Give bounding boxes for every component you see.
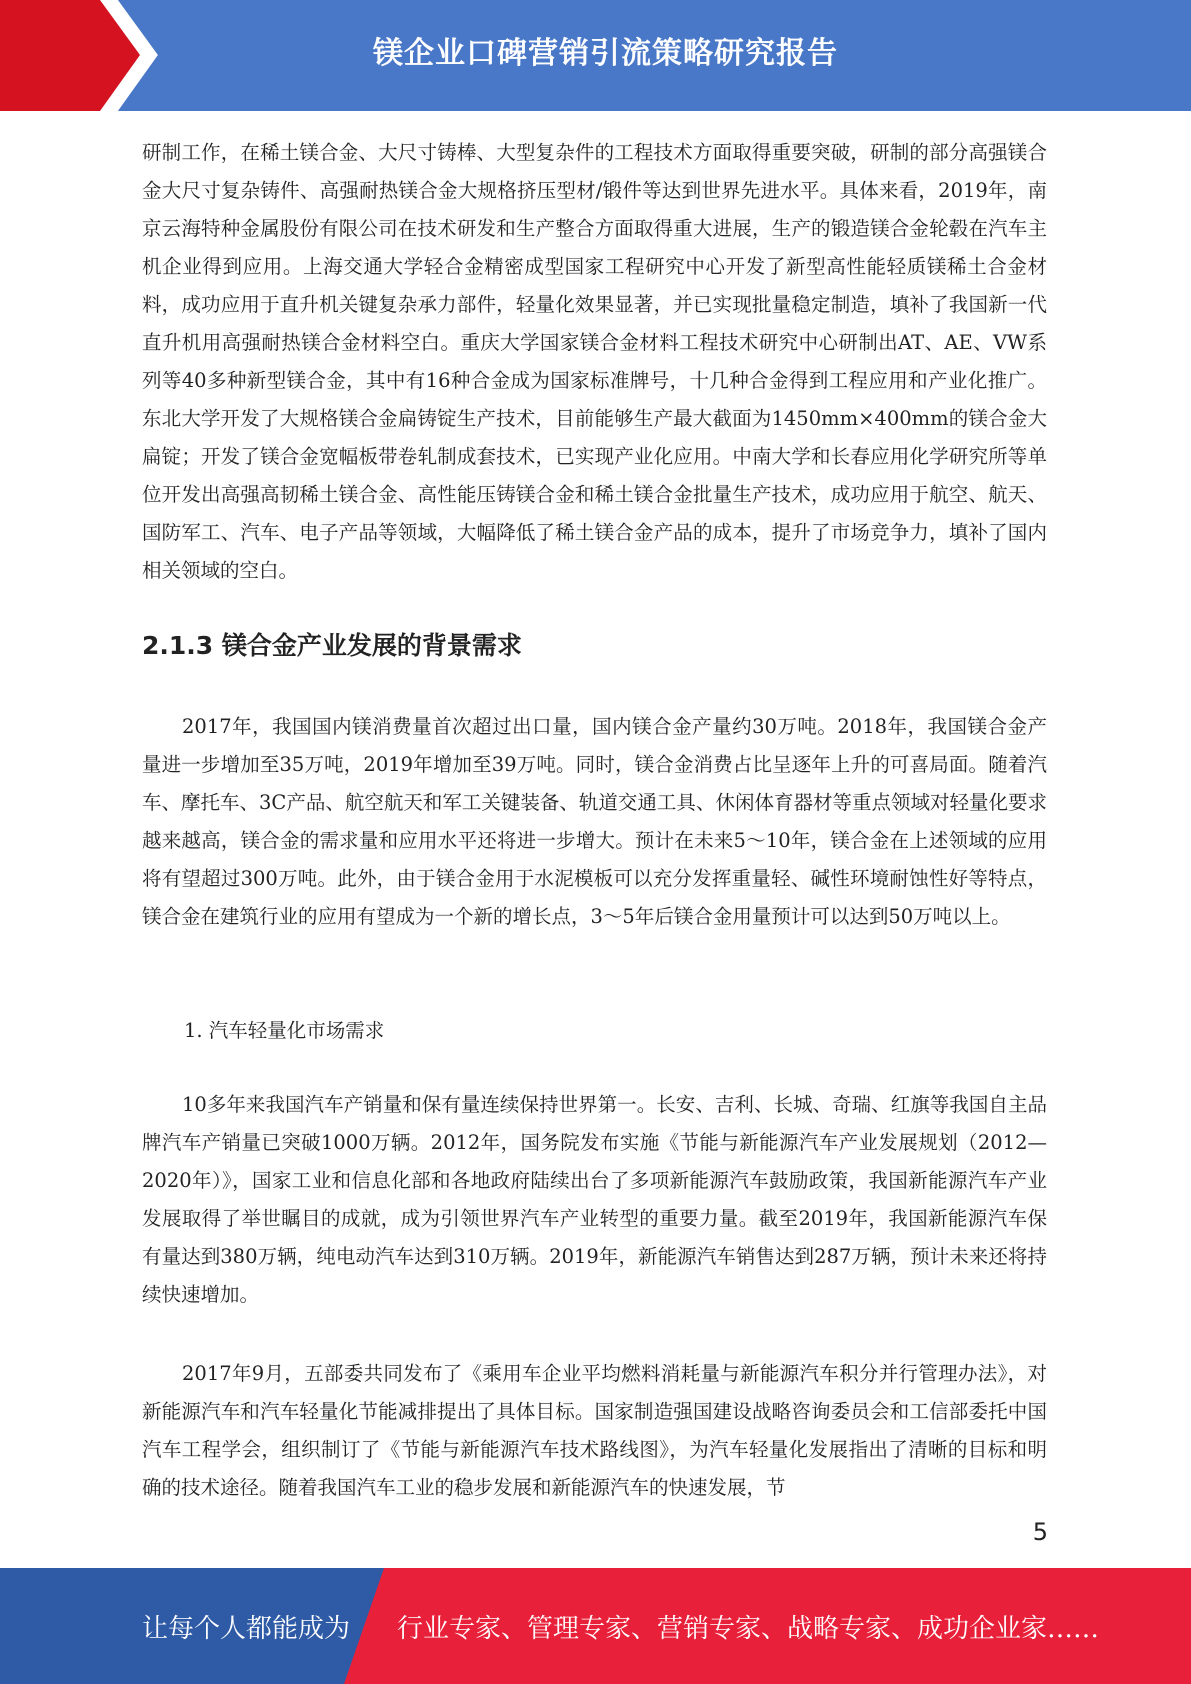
section-heading: 2.1.3 镁合金产业发展的背景需求: [142, 631, 522, 660]
header-title: 镁企业口碑营销引流策略研究报告: [373, 36, 838, 71]
page-header: [0, 0, 1191, 111]
document-body-section: [142, 708, 1047, 936]
footer-slogan-right: 行业专家、管理专家、营销专家、战略专家、成功企业家……: [397, 1613, 1100, 1644]
document-body-section: [142, 1355, 1047, 1507]
page-footer: [0, 1568, 1191, 1684]
paragraph: 2017年9月，五部委共同发布了《乘用车企业平均燃料消耗量与新能源汽车积分并行管理办法》，对新能源汽车和汽车轻量化节能减排提出了具体目标。国家制造强国建设战略咨询委员会和工信部委托中国汽车工程学会，组织制订了《节能与新能源汽车技术路线图》，为汽车轻量化发展指出了清晰的目标和明确的技术途径。随着我国汽车工业的稳步发展和新能源汽车的快速发展，节: [142, 1362, 1047, 1499]
document-body: [142, 134, 1047, 590]
list-item: 1. 汽车轻量化市场需求: [184, 1019, 385, 1042]
document-body-section: [142, 1086, 1047, 1314]
footer-slogan-left: 让每个人都能成为: [142, 1613, 351, 1644]
paragraph: 2017年，我国国内镁消费量首次超过出口量，国内镁合金产量约30万吨。2018年，我国镁合金产量进一步增加至35万吨，2019年增加至39万吨。同时，镁合金消费占比呈逐年上升的可喜局面。随着汽车、摩托车、3C产品、航空航天和军工关键装备、轨道交通工具、休闲体育器材等重点领域对轻量化要求越来越高，镁合金的需求量和应用水平还将进一步增大。预计在未来5～10年，镁合金在上述领域的应用将有望超过300万吨。此外，由于镁合金用于水泥模板可以充分发挥重量轻、碱性环境耐蚀性好等特点，镁合金在建筑行业的应用有望成为一个新的增长点，3～5年后镁合金用量预计可以达到50万吨以上。: [142, 715, 1047, 928]
page-number: 5: [1032, 1518, 1048, 1546]
paragraph: 10多年来我国汽车产销量和保有量连续保持世界第一。长安、吉利、长城、奇瑞、红旗等我国自主品牌汽车产销量已突破1000万辆。2012年，国务院发布实施《节能与新能源汽车产业发展规划（2012—2020年）》，国家工业和信息化部和各地政府陆续出台了多项新能源汽车鼓励政策，我国新能源汽车产业发展取得了举世瞩目的成就，成为引领世界汽车产业转型的重要力量。截至2019年，我国新能源汽车保有量达到380万辆，纯电动汽车达到310万辆。2019年，新能源汽车销售达到287万辆，预计未来还将持续快速增加。: [142, 1093, 1047, 1306]
paragraph: 研制工作，在稀土镁合金、大尺寸铸棒、大型复杂件的工程技术方面取得重要突破，研制的部分高强镁合金大尺寸复杂铸件、高强耐热镁合金大规格挤压型材/锻件等达到世界先进水平。具体来看，2019年，南京云海特种金属股份有限公司在技术研发和生产整合方面取得重大进展，生产的锻造镁合金轮毂在汽车主机企业得到应用。上海交通大学轻合金精密成型国家工程研究中心开发了新型高性能轻质镁稀土合金材料，成功应用于直升机关键复杂承力部件，轻量化效果显著，并已实现批量稳定制造，填补了我国新一代直升机用高强耐热镁合金材料空白。重庆大学国家镁合金材料工程技术研究中心研制出AT、AE、VW系列等40多种新型镁合金，其中有16种合金成为国家标准牌号，十几种合金得到工程应用和产业化推广。东北大学开发了大规格镁合金扁铸锭生产技术，目前能够生产最大截面为1450mm×400mm的镁合金大扁锭；开发了镁合金宽幅板带卷轧制成套技术，已实现产业化应用。中南大学和长春应用化学研究所等单位开发出高强高韧稀土镁合金、高性能压铸镁合金和稀土镁合金批量生产技术，成功应用于航空、航天、国防军工、汽车、电子产品等领域，大幅降低了稀土镁合金产品的成本，提升了市场竞争力，填补了国内相关领域的空白。: [142, 141, 1047, 582]
